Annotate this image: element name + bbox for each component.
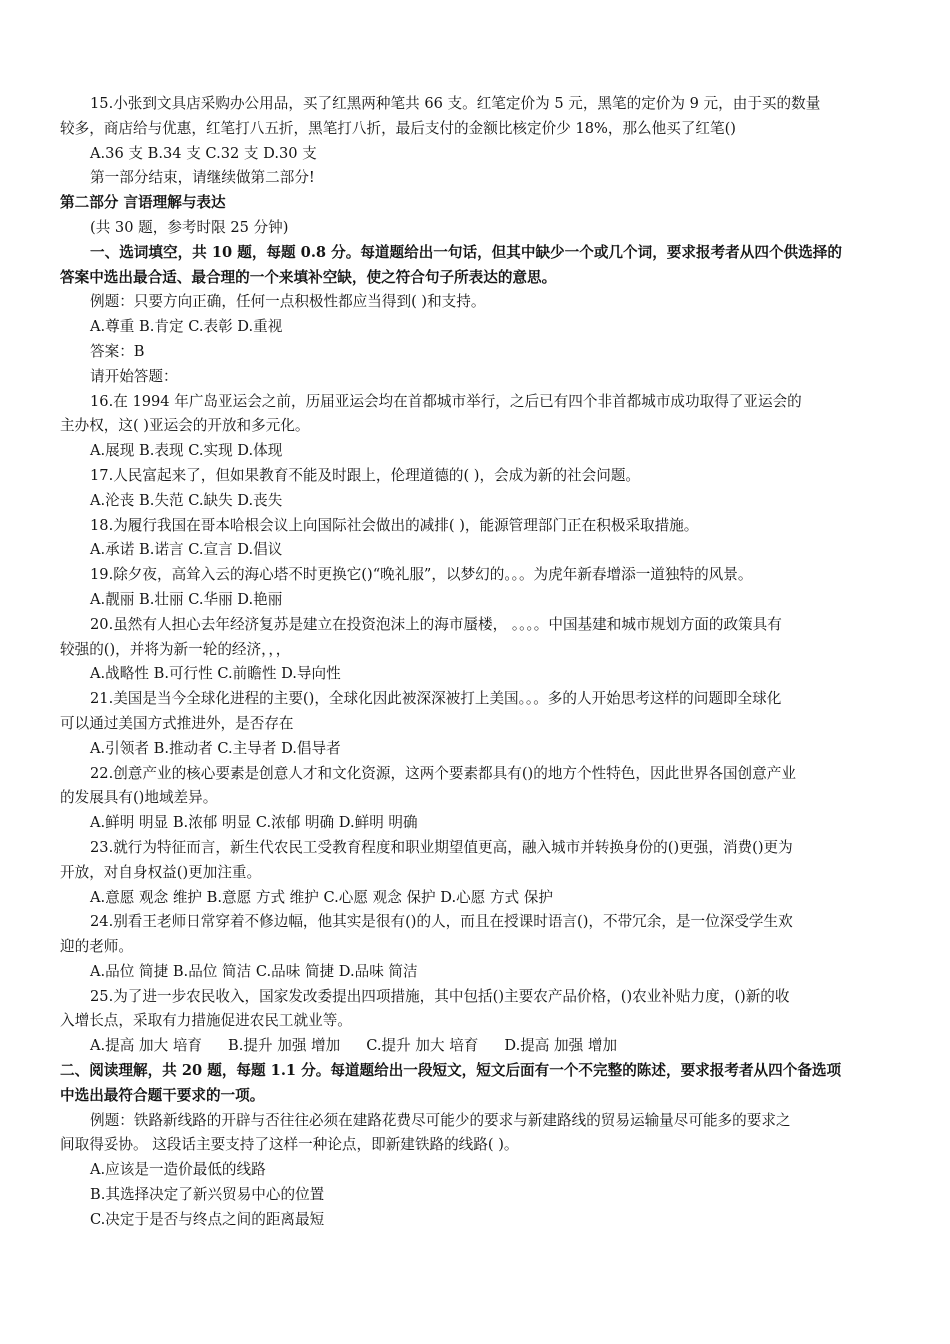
question-25-text: 25.为了进一步农民收入，国家发改委提出四项措施，其中包括()主要农产品价格，()农业补贴力度，()新的收 — [90, 987, 790, 1005]
question-15-text-cont: 较多，商店给与优惠，红笔打八五折，黑笔打八折，最后支付的金额比核定价少 18%，那么他买了红笔() — [60, 119, 736, 137]
question-19-text: 19.除夕夜，高耸入云的海心塔不时更换它()“晚礼服”，以梦幻的。。。为虎年新春增添一道独特的风景。 — [90, 566, 753, 584]
question-20-options: A.战略性 B.可行性 C.前瞻性 D.导向性 — [90, 665, 341, 683]
question-23-text: 23.就行为特征而言，新生代农民工受教育程度和职业期望值更高，融入城市并转换身份的()更强，消费()更为 — [90, 838, 793, 856]
question-18-options: A.承诺 B.诺言 C.宣言 D.倡议 — [90, 541, 283, 559]
question-25-option-d: D.提高 加强 增加 — [504, 1037, 618, 1055]
section2-example-cont: 间取得妥协。 这段话主要支持了这样一种论点，即新建铁路的线路( )。 — [60, 1136, 519, 1154]
question-21-text-cont: 可以通过美国方式推进外，是否存在 — [60, 714, 294, 732]
question-24-text: 24.别看王老师日常穿着不修边幅，他其实是很有()的人，而且在授课时语言()，不带冗余，是一位深受学生欢 — [90, 913, 793, 931]
question-25-option-c: C.提升 加大 培育 — [366, 1037, 479, 1055]
question-25-option-a: A.提高 加大 培育 — [90, 1037, 203, 1055]
question-17-options: A.沦丧 B.失范 C.缺失 D.丧失 — [90, 491, 283, 509]
question-22-text-cont: 的发展具有()地域差异。 — [60, 789, 218, 807]
question-24-options: A.品位 简捷 B.品位 简洁 C.品味 简捷 D.品味 简洁 — [90, 962, 418, 980]
question-25-option-b: B.提升 加强 增加 — [228, 1037, 341, 1055]
question-23-options: A.意愿 观念 维护 B.意愿 方式 维护 C.心愿 观念 保护 D.心愿 方式 保护 — [90, 888, 553, 906]
part1-end-note: 第一部分结束，请继续做第二部分! — [90, 169, 315, 187]
question-21-options: A.引领者 B.推动者 C.主导者 D.倡导者 — [90, 739, 341, 757]
section2-heading-cont: 中选出最符合题干要求的一项。 — [60, 1086, 265, 1104]
section1-heading-cont: 答案中选出最合适、最合理的一个来填补空缺，使之符合句子所表达的意思。 — [60, 268, 557, 286]
question-25-options — [60, 1034, 890, 1059]
question-22-options: A.鲜明 明显 B.浓郁 明显 C.浓郁 明确 D.鲜明 明确 — [90, 814, 418, 832]
section2-example-option-b: B.其选择决定了新兴贸易中心的位置 — [90, 1186, 325, 1204]
question-15-text: 15.小张到文具店采购办公用品，买了红黑两种笔共 66 支。红笔定价为 5 元，黑笔的定价为 9 元，由于买的数量 — [90, 95, 821, 112]
question-17-text: 17.人民富起来了，但如果教育不能及时跟上，伦理道德的( )，会成为新的社会问题。 — [90, 466, 641, 484]
part2-title: 第二部分 言语理解与表达 — [60, 194, 226, 212]
question-23-text-cont: 开放，对自身权益()更加注重。 — [60, 863, 262, 881]
section2-example-option-a: A.应该是一造价最低的线路 — [90, 1161, 266, 1179]
section1-start: 请开始答题： — [90, 367, 178, 385]
part2-subtitle: (共 30 题，参考时限 25 分钟) — [90, 218, 289, 236]
question-25-text-cont: 入增长点，采取有力措施促进农民工就业等。 — [60, 1012, 352, 1030]
section1-answer: 答案：B — [90, 342, 145, 360]
section1-heading: 一、选词填空，共 10 题，每题 0.8 分。每道题给出一句话，但其中缺少一个或几个词，要求报考者从四个供选择的 — [90, 243, 842, 261]
section1-example-options: A.尊重 B.肯定 C.表彰 D.重视 — [90, 318, 283, 336]
section2-example: 例题：铁路新线路的开辟与否往往必须在建路花费尽可能少的要求与新建路线的贸易运输量尽可能多的要求之 — [90, 1111, 791, 1129]
question-20-text-cont: 较强的()，并将为新一轮的经济，，， — [60, 640, 291, 658]
section1-example: 例题：只要方向正确，任何一点积极性都应当得到( )和支持。 — [90, 293, 486, 311]
question-22-text: 22.创意产业的核心要素是创意人才和文化资源，这两个要素都具有()的地方个性特色，因此世界各国创意产业 — [90, 764, 796, 782]
question-16-options: A.展现 B.表现 C.实现 D.体现 — [90, 442, 283, 460]
section2-example-option-c: C.决定于是否与终点之间的距离最短 — [90, 1210, 325, 1228]
question-15-options: A.36 支 B.34 支 C.32 支 D.30 支 — [90, 144, 317, 162]
question-18-text: 18.为履行我国在哥本哈根会议上向国际社会做出的减排( )，能源管理部门正在积极采取措施。 — [90, 516, 699, 534]
question-16-text: 16.在 1994 年广岛亚运会之前，历届亚运会均在首都城市举行，之后已有四个非首都城市成功取得了亚运会的 — [90, 392, 802, 410]
question-21-text: 21.美国是当今全球化进程的主要()，全球化因此被深深被打上美国。。。多的人开始思考这样的问题即全球化 — [90, 690, 782, 708]
question-16-text-cont: 主办权，这( )亚运会的开放和多元化。 — [60, 417, 310, 435]
question-24-text-cont: 迎的老师。 — [60, 938, 133, 956]
question-20-text: 20.虽然有人担心去年经济复苏是建立在投资泡沫上的海市蜃楼， 。。。。中国基建和城市规划方面的政策具有 — [90, 615, 782, 633]
section2-heading: 二、阅读理解，共 20 题，每题 1.1 分。每道题给出一段短文，短文后面有一个不完整的陈述，要求报考者从四个备选项 — [60, 1062, 842, 1080]
question-19-options: A.靓丽 B.壮丽 C.华丽 D.艳丽 — [90, 590, 283, 608]
